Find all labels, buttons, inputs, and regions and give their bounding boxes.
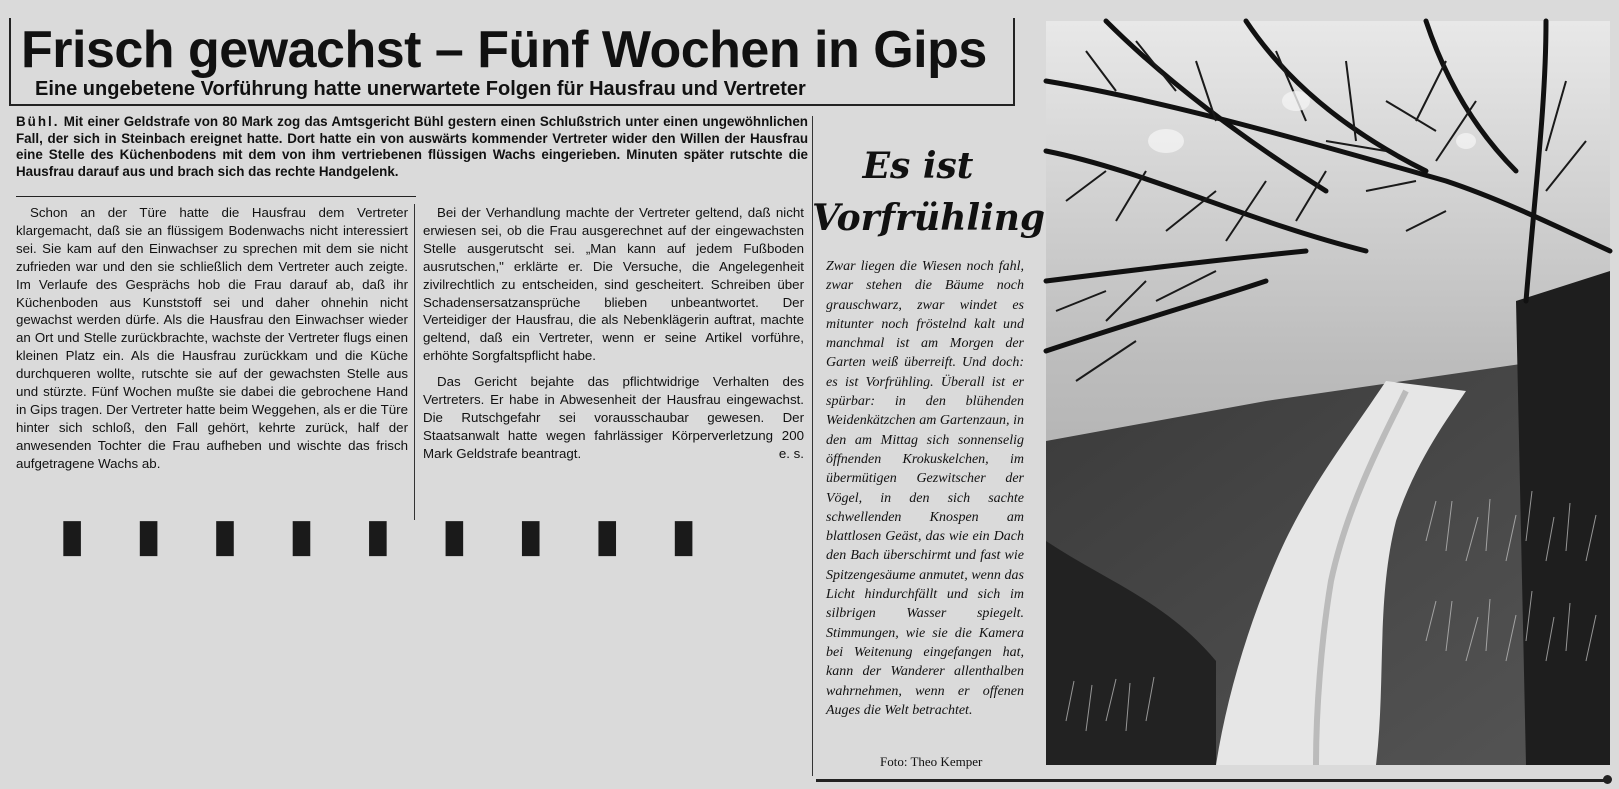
caption-text: Zwar liegen die Wiesen noch fahl, zwar stehen die Bäume noch grauschwarz, zwar windet es mitunter noch fröstelnd kalt und manchmal ist am Morgen der Garten weiß überreift. Und doch: es ist Vorfrühling. Überall ist er spürbar: in den blühenden Weidenkätzchen am Gartenzaun, in den am Mittag sich sonnenselig öffnenden Krokuskelchen, im übermütigen Gezwitscher der Vögel, in den sich sachte schwellenden Knospen am blattlosen Geäst, das wie ein Dach den Bach überschirmt und fast wie Spitzengesäume anmutet, wenn das Licht hindurchfällt und sich im silbrigen Wasser spiegelt. Stimmungen, wie sie die Kamera bei Weitenung eingefangen hat, kann der Wanderer allenthalben wahrnehmen, wenn er offenen Auges die Welt betrachtet. (826, 259, 1024, 718)
headline: Frisch gewachst – Fünf Wochen in Gips (21, 21, 987, 79)
column-2-paragraph-1: Bei der Verhandlung machte der Vertreter geltend, daß nicht erwiesen sei, ob die Frau ausgerechnet auf der eingewachsten Stelle ausgerutscht sei. „Man kann auf jedem Fußboden ausrutschen," erklärte er. Die Versuche, die Angelegenheit zivilrechtlich zu entscheiden, sind gescheitert. Schreiben über Schadensersatzansprüche blieben unbeantwortet. Der Verteidiger der Hausfrau, die als Nebenklägerin auftrat, machte geltend, daß ein Vertreter, wenn er seine Artikel vorführe, erhöhte Sorgfaltspflicht habe. (423, 205, 804, 364)
photo-credit: Foto: Theo Kemper (880, 754, 983, 769)
cut-off-glyphs: ▮ ▮ ▮ ▮ ▮ ▮ ▮ ▮ ▮ (60, 511, 716, 560)
photo-illustration (1046, 21, 1610, 765)
headline-box (9, 18, 1015, 106)
lead-text: Mit einer Geldstrafe von 80 Mark zog das Amtsgericht Bühl gestern einen Schlußstrich unter einen ungewöhnlichen Fall, der sich in Steinbach ereignet hatte. Dort hatte ein von auswärts kommender Vertreter wider den Willen der Hausfrau eine Stelle des Küchenbodens mit dem von ihm vertriebenen flüssigen Wachs eingerieben. Minuten später rutschte die Hausfrau darauf aus und brach sich das rechte Handgelenk. (16, 114, 808, 179)
column-divider (414, 204, 415, 520)
lead-paragraph (16, 114, 808, 180)
article-column-1 (16, 204, 408, 473)
caption-title (812, 140, 1046, 244)
spring-landscape-photo (1046, 21, 1610, 765)
column-2-paragraph-2 (423, 373, 804, 463)
caption-title-line-2: Vorfrühling (812, 197, 1046, 239)
column-1-paragraph: Schon an der Türe hatte die Hausfrau dem Vertreter klargemacht, daß sie an flüssigem Bodenwachs nicht interessiert sei. Sie kam auf den Einwachser zu sprechen mit dem sie nicht zufrieden war und den sie schließlich dem Vertreter auch zeigte. Im Verlaufe des Gesprächs hob die Frau darauf ab, daß ihr Küchenboden aus Kunststoff sei und daher ohnehin nicht gewachst werden dürfe. Als die Hausfrau den Einwachser wieder an Ort und Stelle zurückbrachte, wachste der Vertreter flugs einen kleinen Platz ein. Als die Hausfrau zurückkam und die Küche durchqueren wollte, rutschte sie auf der gewachsten Stelle aus und stürzte. Fünf Wochen mußte sie dabei die gebrochene Hand in Gips tragen. Der Vertreter hatte beim Weggehen, als er die Türe hinter sich schloß, den Fall gehört, kehrte zurück, half der anwesenden Tochter die Frau aufheben und wischte das frisch aufgetragene Wachs ab. (16, 205, 408, 471)
subheadline: Eine ungebetene Vorführung hatte unerwartete Folgen für Hausfrau und Vertreter (35, 78, 806, 100)
lead-divider (16, 196, 416, 197)
caption-title-line-1: Es ist (862, 145, 974, 187)
article-column-2 (423, 204, 804, 463)
cut-off-next-headline (60, 511, 716, 560)
lead-place: Bühl. (16, 114, 60, 129)
author-signature: e. s. (778, 445, 804, 461)
column-2-paragraph-2-text: Das Gericht bejahte das pflichtwidrige Verhalten des Vertreters. Er habe in Abwesenheit der Hausfrau eingewachst. Die Rutschgefahr sei vorausschaubar gewesen. Der Staatsanwalt hatte wegen fahrlässiger Körperverletzung 200 Mark Geldstrafe beantragt. (423, 374, 804, 461)
bottom-rule (816, 779, 1611, 782)
bottom-rule-end (1603, 775, 1612, 784)
